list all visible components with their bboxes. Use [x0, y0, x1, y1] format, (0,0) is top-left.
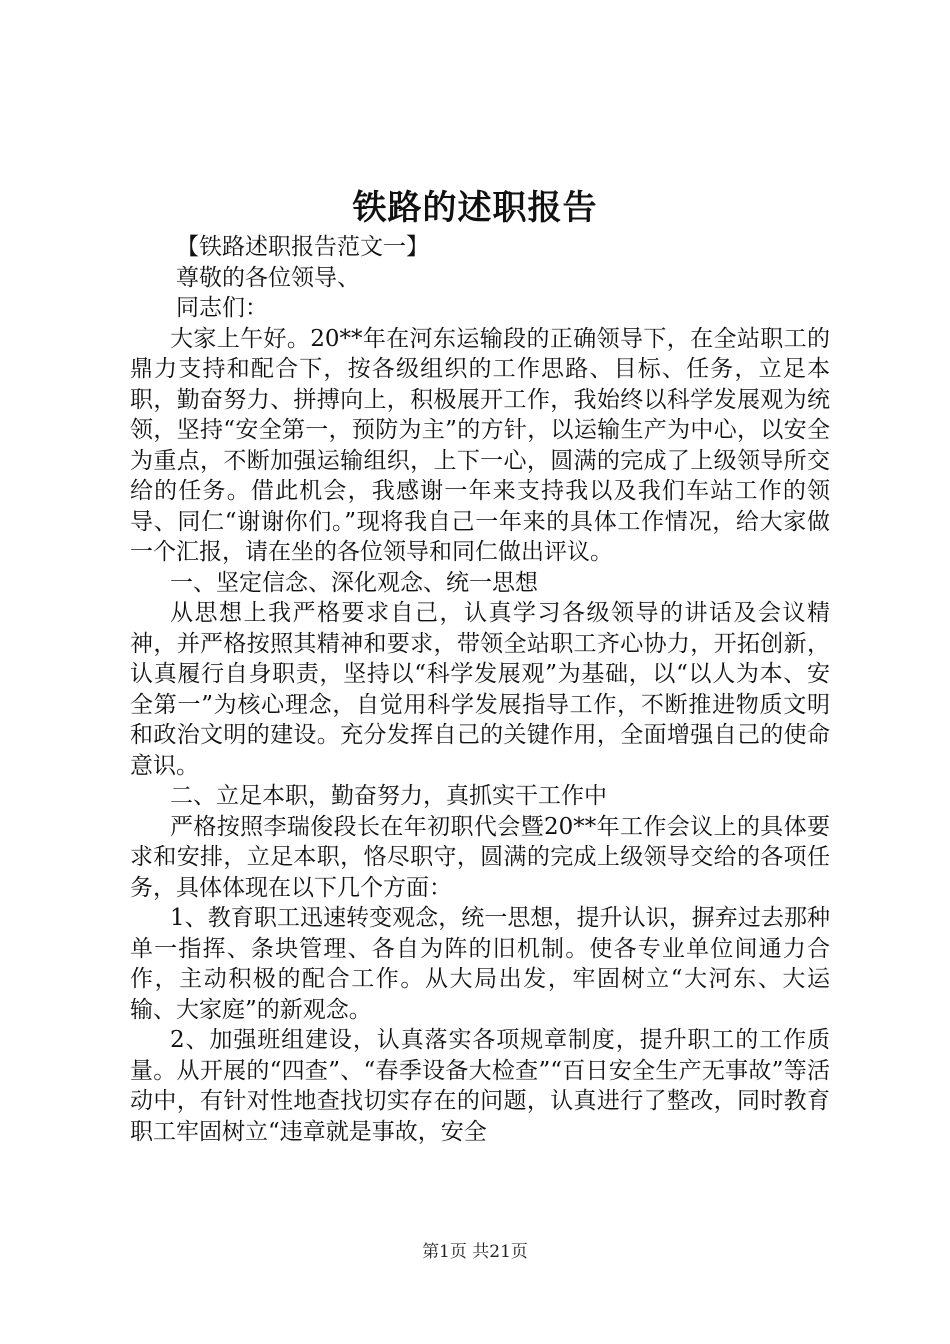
paragraph: 2、加强班组建设，认真落实各项规章制度，提升职工的工作质量。从开展的“四查”、“春季设备大检查”“百日安全生产无事故”等活动中，有针对性地查找切实存在的问题，认真进行了整改，同时教育职工牢固树立“违章就是事故，安全 [130, 1027, 830, 1145]
section-heading: 【铁路述职报告范文一】 [176, 234, 429, 260]
section-heading: 二、立足本职，勤奋努力，真抓实干工作中 [170, 783, 607, 809]
document-body [130, 232, 830, 1147]
section-heading: 一、坚定信念、深化观念、统一思想 [170, 569, 538, 596]
paragraph: 大家上午好。20**年在河东运输段的正确领导下，在全站职工的鼎力支持和配合下，按各级组织的工作思路、目标、任务，立足本职，勤奋努力、拼搏向上，积极展开工作，我始终以科学发展观为统领，坚持“安全第一，预防为主”的方针，以运输生产为中心，以安全为重点，不断加强运输组织，上下一心，圆满的完成了上级领导所交给的任务。借此机会，我感谢一年来支持我以及我们车站工作的领导、同仁“谢谢你们。”现将我自己一年来的具体工作情况，给大家做一个汇报，请在坐的各位领导和同仁做出评议。 [130, 325, 830, 565]
paragraph: 严格按照李瑞俊段长在年初职代会暨20**年工作会议上的具体要求和安排，立足本职，恪尽职守，圆满的完成上级领导交给的各项任务，具体体现在以下几个方面： [130, 813, 830, 901]
salutation-line: 尊敬的各位领导、 [176, 264, 360, 291]
page-number: 第1页 共21页 [422, 1242, 528, 1262]
document-title: 铁路的述职报告 [352, 188, 598, 228]
paragraph: 1、教育职工迅速转变观念，统一思想，提升认识，摒弃过去那种单一指挥、条块管理、各自为阵的旧机制。使各专业单位间通力合作，主动积极的配合工作。从大局出发，牢固树立“大河东、大运输、大家庭”的新观念。 [130, 905, 830, 1023]
paragraph: 从思想上我严格要求自己，认真学习各级领导的讲话及会议精神，并严格按照其精神和要求，带领全站职工齐心协力，开拓创新，认真履行自身职责，坚持以“科学发展观”为基础，以“以人为本、安全第一”为核心理念，自觉用科学发展指导工作，不断推进物质文明和政治文明的建设。充分发挥自己的关键作用，全面增强自己的使命意识。 [130, 600, 830, 779]
salutation-line: 同志们： [176, 295, 268, 321]
